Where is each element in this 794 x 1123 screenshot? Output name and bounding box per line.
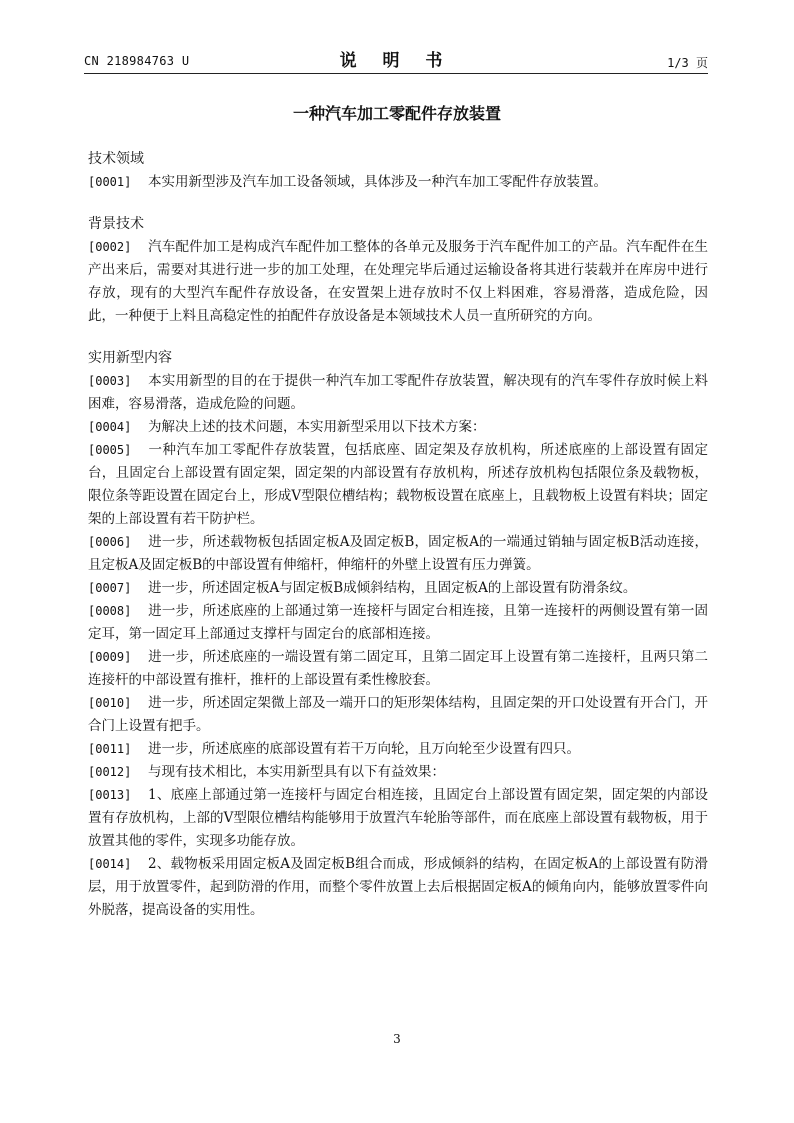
section-heading-background: 背景技术 [88, 216, 144, 232]
paragraph-number: [0009] [88, 650, 132, 664]
paragraph [88, 236, 708, 328]
patent-number: CN 218984763 U [84, 54, 190, 68]
paragraph [88, 600, 708, 646]
paragraph [88, 761, 708, 784]
paragraph-number: [0011] [88, 742, 132, 756]
paragraph [88, 370, 708, 416]
paragraph-number: [0013] [88, 788, 132, 802]
paragraph-number: [0002] [88, 240, 132, 254]
paragraph-text: 1、底座上部通过第一连接杆与固定台相连接，且固定台上部设置有固定架，固定架的内部设置有存放机构，上部的V型限位槽结构能够用于放置汽车轮胎等部件，而在底座上部设置有载物板，用于放置其他的零件，实现多功能存放。 [88, 787, 708, 849]
paragraph-text: 进一步，所述底座的上部通过第一连接杆与固定台相连接，且第一连接杆的两侧设置有第一固定耳，第一固定耳上部通过支撑杆与固定台的底部相连接。 [88, 603, 708, 642]
paragraph-number: [0014] [88, 857, 132, 871]
paragraph [88, 531, 708, 577]
paragraph-text: 与现有技术相比，本实用新型具有以下有益效果： [148, 764, 445, 780]
document-title: 一种汽车加工零配件存放装置 [292, 104, 501, 123]
paragraph-text: 进一步，所述固定架微上部及一端开口的矩形架体结构，且固定架的开口处设置有开合门，开合门上设置有把手。 [88, 695, 708, 734]
paragraph [88, 439, 708, 531]
page-count: 1/3 页 [667, 56, 708, 70]
paragraph [88, 853, 708, 922]
paragraph-number: [0005] [88, 443, 132, 457]
paragraph-text: 本实用新型的目的在于提供一种汽车加工零配件存放装置，解决现有的汽车零件存放时候上料困难，容易滑落，造成危险的问题。 [88, 373, 708, 412]
section-heading-content: 实用新型内容 [88, 350, 172, 366]
page-header [84, 44, 708, 72]
paragraph-text: 汽车配件加工是构成汽车配件加工整体的各单元及服务于汽车配件加工的产品。汽车配件在生产出来后，需要对其进行进一步的加工处理，在处理完毕后通过运输设备将其进行装载并在库房中进行存放，现有的大型汽车配件存放设备，在安置架上进存放时不仅上料困难，容易滑落，造成危险，因此，一种便于上料且高稳定性的拍配件存放设备是本领域技术人员一直所研究的方向。 [88, 239, 708, 324]
paragraph-number: [0007] [88, 581, 132, 595]
paragraph [88, 692, 708, 738]
paragraph-number: [0010] [88, 696, 132, 710]
header-divider [84, 73, 708, 74]
paragraph-number: [0001] [88, 175, 132, 189]
paragraph-text: 本实用新型涉及汽车加工设备领域，具体涉及一种汽车加工零配件存放装置。 [148, 174, 607, 190]
paragraph-text: 进一步，所述底座的底部设置有若干万向轮，且万向轮至少设置有四只。 [148, 741, 580, 757]
document-type: 说 明 书 [339, 51, 453, 71]
paragraph-number: [0004] [88, 420, 132, 434]
paragraph [88, 784, 708, 853]
paragraph-number: [0012] [88, 765, 132, 779]
paragraph-text: 为解决上述的技术问题，本实用新型采用以下技术方案： [148, 419, 486, 435]
paragraph [88, 416, 708, 439]
page-number: 3 [393, 1032, 401, 1046]
paragraph-text: 进一步，所述固定板A与固定板B成倾斜结构，且固定板A的上部设置有防滑条纹。 [148, 580, 637, 596]
paragraph [88, 577, 708, 600]
paragraph-number: [0006] [88, 535, 132, 549]
paragraph-number: [0008] [88, 604, 132, 618]
paragraph-text: 进一步，所述载物板包括固定板A及固定板B，固定板A的一端通过销轴与固定板B活动连接，且定板A及固定板B的中部设置有伸缩杆，伸缩杆的外壁上设置有压力弹簧。 [88, 534, 708, 573]
paragraph-number: [0003] [88, 374, 132, 388]
paragraph [88, 171, 708, 194]
paragraph-text: 2、载物板采用固定板A及固定板B组合而成，形成倾斜的结构，在固定板A的上部设置有防滑层，用于放置零件，起到防滑的作用，而整个零件放置上去后根据固定板A的倾角向内，能够放置零件向外脱落，提高设备的实用性。 [88, 856, 708, 918]
section-heading-field: 技术领域 [88, 151, 144, 167]
paragraph-text: 一种汽车加工零配件存放装置，包括底座、固定架及存放机构，所述底座的上部设置有固定台，且固定台上部设置有固定架，固定架的内部设置有存放机构，所述存放机构包括限位条及载物板，限位条等距设置在固定台上，形成V型限位槽结构；载物板设置在底座上，且载物板上设置有料块；固定架的上部设置有若干防护栏。 [88, 442, 708, 527]
paragraph [88, 646, 708, 692]
paragraph [88, 738, 708, 761]
document-body [88, 148, 708, 922]
paragraph-text: 进一步，所述底座的一端设置有第二固定耳，且第二固定耳上设置有第二连接杆，且两只第二连接杆的中部设置有推杆，推杆的上部设置有柔性橡胶套。 [88, 649, 708, 688]
